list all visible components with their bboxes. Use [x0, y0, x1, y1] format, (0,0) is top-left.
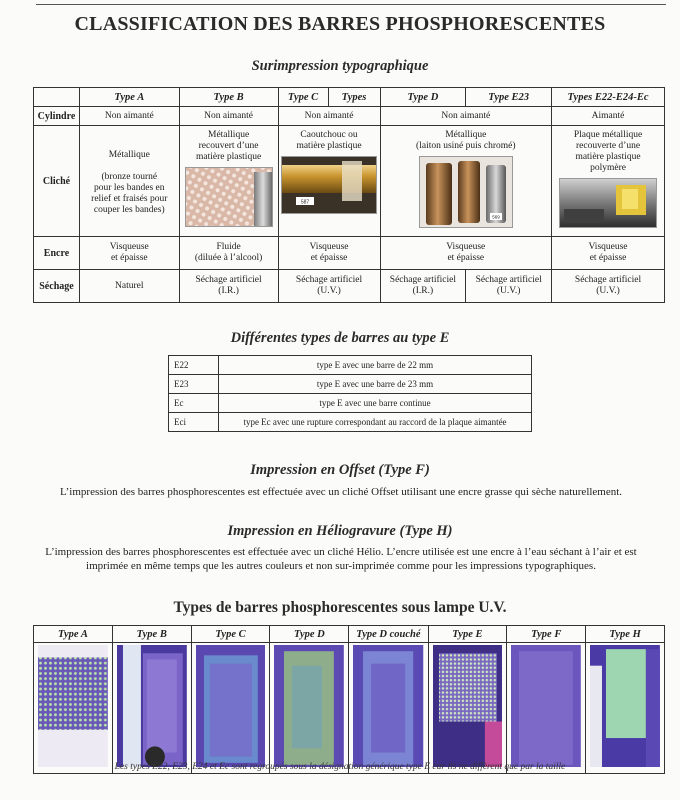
section-heading-typographique: Surimpression typographique	[251, 58, 429, 74]
uv-sample-d-couche-cell	[349, 643, 428, 774]
uv-sample-type-b	[117, 645, 187, 767]
variant-description: type E avec une barre de 23 mm	[219, 375, 532, 394]
cliche-type-a	[79, 126, 179, 237]
variant-code: Eci	[169, 413, 219, 432]
variant-description: type E avec une barre de 22 mm	[219, 356, 532, 375]
uv-sample-type-a	[38, 645, 108, 767]
sechage-type-c: Séchage artificiel (U.V.)	[278, 270, 380, 303]
row-label-encre: Encre	[34, 237, 80, 270]
encre-type-a: Visqueuse et épaisse	[79, 237, 179, 270]
section-heading-offset: Impression en Offset (Type F)	[250, 462, 430, 478]
cylindre-type-e: Aimanté	[552, 107, 665, 126]
cylindre-type-d: Non aimanté	[380, 107, 552, 126]
variant-code: E23	[169, 375, 219, 394]
uv-col-type-d: Type D	[270, 626, 349, 643]
footer-note: Les types E22, E23, E24 et Ec sont regroupés sous la désignation générique type E car ils ne diffèrent que par la taille	[114, 762, 566, 772]
cliche-type-d-text: Métallique (laiton usiné puis chromé)	[416, 130, 516, 151]
row-sechage	[34, 270, 665, 303]
row-cliche	[34, 126, 665, 237]
table-header-row	[34, 88, 665, 107]
sechage-type-d: Séchage artificiel (I.R.)	[380, 270, 466, 303]
uv-sample-type-d	[274, 645, 344, 767]
sechage-type-e: Séchage artificiel (U.V.)	[552, 270, 665, 303]
col-header-type-b: Type B	[179, 88, 278, 107]
uv-col-type-b: Type B	[112, 626, 191, 643]
table-row	[169, 394, 532, 413]
sechage-type-e23: Séchage artificiel (U.V.)	[466, 270, 552, 303]
cliche-type-c-text: Caoutchouc ou matière plastique	[296, 130, 362, 151]
cliche-type-e	[552, 126, 665, 237]
section-heading-uv: Types de barres phosphorescentes sous lampe U.V.	[173, 599, 507, 616]
top-rule	[36, 4, 666, 5]
uv-image-row	[34, 643, 665, 774]
type-d-cylinders-photo	[419, 156, 513, 228]
uv-samples-table	[33, 625, 665, 774]
uv-sample-type-c	[196, 645, 266, 767]
uv-sample-a-cell	[34, 643, 113, 774]
type-e-plate-photo	[559, 178, 657, 228]
uv-col-type-a: Type A	[34, 626, 113, 643]
row-label-sechage: Séchage	[34, 270, 80, 303]
cylindre-type-b: Non aimanté	[179, 107, 278, 126]
uv-col-type-f: Type F	[507, 626, 586, 643]
table-row	[169, 413, 532, 432]
uv-sample-type-f	[511, 645, 581, 767]
cliche-type-a-text: Métallique (bronze tourné pour les bandes en relief et fraisés pour couper les bandes)	[91, 150, 168, 215]
uv-col-type-c: Type C	[191, 626, 270, 643]
variant-code: Ec	[169, 394, 219, 413]
uv-sample-f-cell	[507, 643, 586, 774]
row-cylindre	[34, 107, 665, 126]
type-c-roller-photo	[281, 156, 377, 214]
uv-sample-d-cell	[270, 643, 349, 774]
type-d-photo-label: 569	[492, 214, 500, 220]
page-title: CLASSIFICATION DES BARRES PHOSPHORESCENTES	[74, 13, 606, 35]
row-label-cliche: Cliché	[34, 126, 80, 237]
section-heading-types-e: Différentes types de barres au type E	[230, 330, 450, 346]
variant-description: type Ec avec une rupture correspondant au raccord de la plaque aimantée	[219, 413, 532, 432]
col-header-types: Types	[328, 88, 380, 107]
corner-cell	[34, 88, 80, 107]
typographic-classification-table	[33, 87, 665, 303]
type-b-plate-photo	[185, 167, 273, 227]
uv-sample-type-h	[590, 645, 660, 767]
cylindre-type-c: Non aimanté	[278, 107, 380, 126]
sechage-type-b: Séchage artificiel (I.R.)	[179, 270, 278, 303]
encre-type-b: Fluide (diluée à l’alcool)	[179, 237, 278, 270]
section-heading-helio: Impression en Héliogravure (Type H)	[227, 523, 453, 539]
cliche-type-b	[179, 126, 278, 237]
encre-type-c: Visqueuse et épaisse	[278, 237, 380, 270]
uv-sample-e-cell	[428, 643, 507, 774]
col-header-type-a: Type A	[79, 88, 179, 107]
table-row	[169, 356, 532, 375]
encre-type-e: Visqueuse et épaisse	[552, 237, 665, 270]
encre-type-d: Visqueuse et épaisse	[380, 237, 552, 270]
sechage-type-a: Naturel	[79, 270, 179, 303]
col-header-types-e22-e24-ec: Types E22-E24-Ec	[552, 88, 665, 107]
table-row	[169, 375, 532, 394]
uv-col-type-e: Type E	[428, 626, 507, 643]
col-header-type-e23: Type E23	[466, 88, 552, 107]
col-header-type-c: Type C	[278, 88, 328, 107]
row-encre	[34, 237, 665, 270]
cliche-type-d	[380, 126, 552, 237]
cliche-type-b-text: Métallique recouvert d’une matière plastique	[196, 130, 262, 162]
type-c-photo-label: 587	[300, 199, 310, 206]
variant-code: E22	[169, 356, 219, 375]
uv-sample-c-cell	[191, 643, 270, 774]
cliche-type-e-text: Plaque métallique recouverte d’une matière plastique polymère	[573, 130, 643, 173]
helio-paragraph: L’impression des barres phosphorescentes est effectuée avec un cliché Hélio. L’encre utilisée est une encre à l’eau séchant à l’air et est imprimée en même temps que les autres couleurs et non sur-imprimée comme pour les impressions typographiques.	[45, 546, 637, 572]
col-header-type-d: Type D	[380, 88, 466, 107]
uv-sample-b-cell	[112, 643, 191, 774]
offset-paragraph: L’impression des barres phosphorescentes est effectuée avec un cliché Offset utilisant une encre grasse qui sèche naturellement.	[59, 486, 623, 498]
variant-description: type E avec une barre continue	[219, 394, 532, 413]
uv-col-type-h: Type H	[586, 626, 665, 643]
uv-sample-h-cell	[586, 643, 665, 774]
cliche-type-c	[278, 126, 380, 237]
uv-sample-type-e	[433, 645, 503, 767]
uv-header-row	[34, 626, 665, 643]
uv-col-type-d-couche: Type D couché	[349, 626, 428, 643]
row-label-cylindre: Cylindre	[34, 107, 80, 126]
cylindre-type-a: Non aimanté	[79, 107, 179, 126]
type-e-variants-table	[168, 355, 532, 432]
uv-sample-type-d-couche	[353, 645, 423, 767]
